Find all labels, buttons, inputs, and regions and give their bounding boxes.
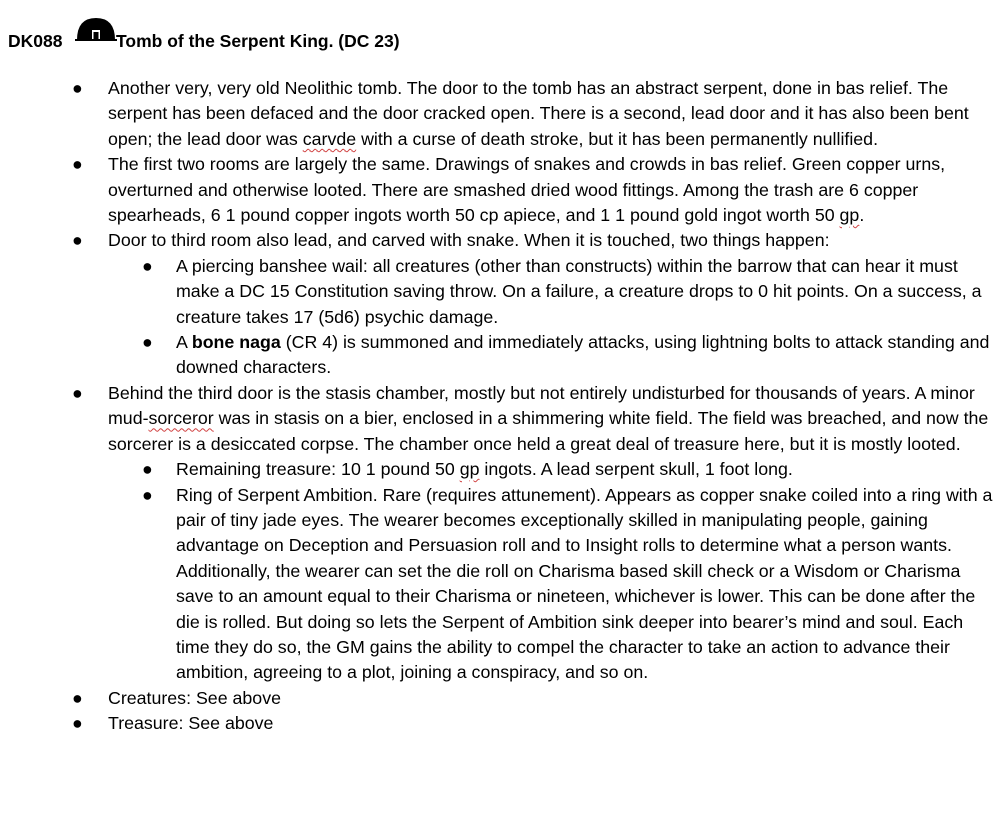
bullet: ● <box>142 255 153 276</box>
bullet: ● <box>72 230 83 251</box>
tomb-icon <box>73 16 119 42</box>
bullet: ● <box>142 332 153 353</box>
bullet: ● <box>72 382 83 403</box>
bullet: ● <box>142 459 153 480</box>
entry-title: Tomb of the Serpent King. (DC 23) <box>116 31 400 51</box>
list-item: ● Behind the third door is the stasis chamber, mostly but not entirely undisturbed for thousands of years. A minor mud-sorceror was in stasis on a bier, enclosed in a shimmering white field. The field was breached, and now the sorcerer is a desiccated corpse. The chamber once held a great deal of treasure here, but it is mostly looted. ● Remaining treasure: 10 1 pound 50 gp ingots. A lead serpent skull, 1 foot long. ● Ring of Serpent Ambition. Rare (requires attunement). Appears as copper snake coiled into a ring with a pair of tiny jade eyes. The wearer becomes exceptionally skilled in manipulating people, gaining advantage on Deception and Persuasion roll and to Insight rolls to determine what a person wants. Additionally, the wearer can set the die roll on Charisma based skill check or a Wisdom or Charisma save to an amount equal to their Charisma or nineteen, whichever is lower. This can be done after the die is rolled. But doing so lets the Serpent of Ambition sink deeper into bearer’s mind and soul. Each time they do so, the GM gains the ability to compel the character to take an action to advance their ambition, agreeing to a plot, joining a conspiracy, and so on. <box>108 381 993 686</box>
entry-header <box>8 28 998 54</box>
creature-name: bone naga <box>191 332 281 353</box>
bullet-list <box>72 76 993 737</box>
sub-bullet-list <box>142 254 993 381</box>
bullet: ● <box>72 154 83 175</box>
misspelled-word[interactable]: carvde <box>302 128 357 149</box>
misspelled-word[interactable]: sorceror <box>148 408 214 429</box>
bullet: ● <box>142 484 153 505</box>
bullet: ● <box>72 78 83 98</box>
list-item: ● The first two rooms are largely the same. Drawings of snakes and crowds in bas relief. Green copper urns, overturned and otherwise looted. There are smashed dried wood fittings. Among the trash are 6 copper spearheads, 6 1 pound copper ingots worth 50 cp apiece, and 1 1 pound gold ingot worth 50 gp. <box>72 154 946 226</box>
list-item: ● Door to third room also lead, and carved with snake. When it is touched, two things happen: ● A piercing banshee wail: all creatures (other than constructs) within the barrow that can hear it must make a DC 15 Constitution saving throw. On a failure, a creature drops to 0 hit points. On a success, a creature takes 17 (5d6) psychic damage. ● A bone naga (CR 4) is summoned and immediately attacks, using lightning bolts to attack standing and downed characters. <box>108 228 993 380</box>
sub-bullet-list <box>142 457 993 686</box>
list-item: ● Creatures: See above <box>108 686 993 711</box>
misspelled-word[interactable]: gp <box>459 459 480 480</box>
sub-list-item: ● Ring of Serpent Ambition. Rare (requires attunement). Appears as copper snake coiled into a ring with a pair of tiny jade eyes. The wearer becomes exceptionally skilled in manipulating people, gaining advantage on Deception and Persuasion roll and to Insight rolls to determine what a person wants. Additionally, the wearer can set the die roll on Charisma based skill check or a Wisdom or Charisma save to an amount equal to their Charisma or nineteen, whichever is lower. This can be done after the die is rolled. But doing so lets the Serpent of Ambition sink deeper into bearer’s mind and soul. Each time they do so, the GM gains the ability to compel the character to take an action to advance their ambition, agreeing to a plot, joining a conspiracy, and so on. <box>142 484 993 683</box>
bullet: ● <box>72 713 83 734</box>
list-item: ● Treasure: See above <box>108 711 993 736</box>
list-item: ● Another very, very old Neolithic tomb. The door to the tomb has an abstract serpent, done in bas relief. The serpent has been defaced and the door cracked open. There is a second, lead door and it has also been bent open; the lead door was carvde with a curse of death stroke, but it has been permanently nullified. <box>72 78 969 149</box>
misspelled-word[interactable]: gp <box>839 205 860 226</box>
bullet: ● <box>72 687 83 708</box>
sub-list-item: ● A piercing banshee wail: all creatures (other than constructs) within the barrow that can hear it must make a DC 15 Constitution saving throw. On a failure, a creature drops to 0 hit points. On a success, a creature takes 17 (5d6) psychic damage. <box>142 255 982 327</box>
entry-code: DK088 <box>8 31 63 51</box>
sub-list-item: ● Remaining treasure: 10 1 pound 50 gp ingots. A lead serpent skull, 1 foot long. <box>176 457 993 482</box>
sub-list-item: ● A bone naga (CR 4) is summoned and immediately attacks, using lightning bolts to attack standing and downed characters. <box>142 332 990 378</box>
